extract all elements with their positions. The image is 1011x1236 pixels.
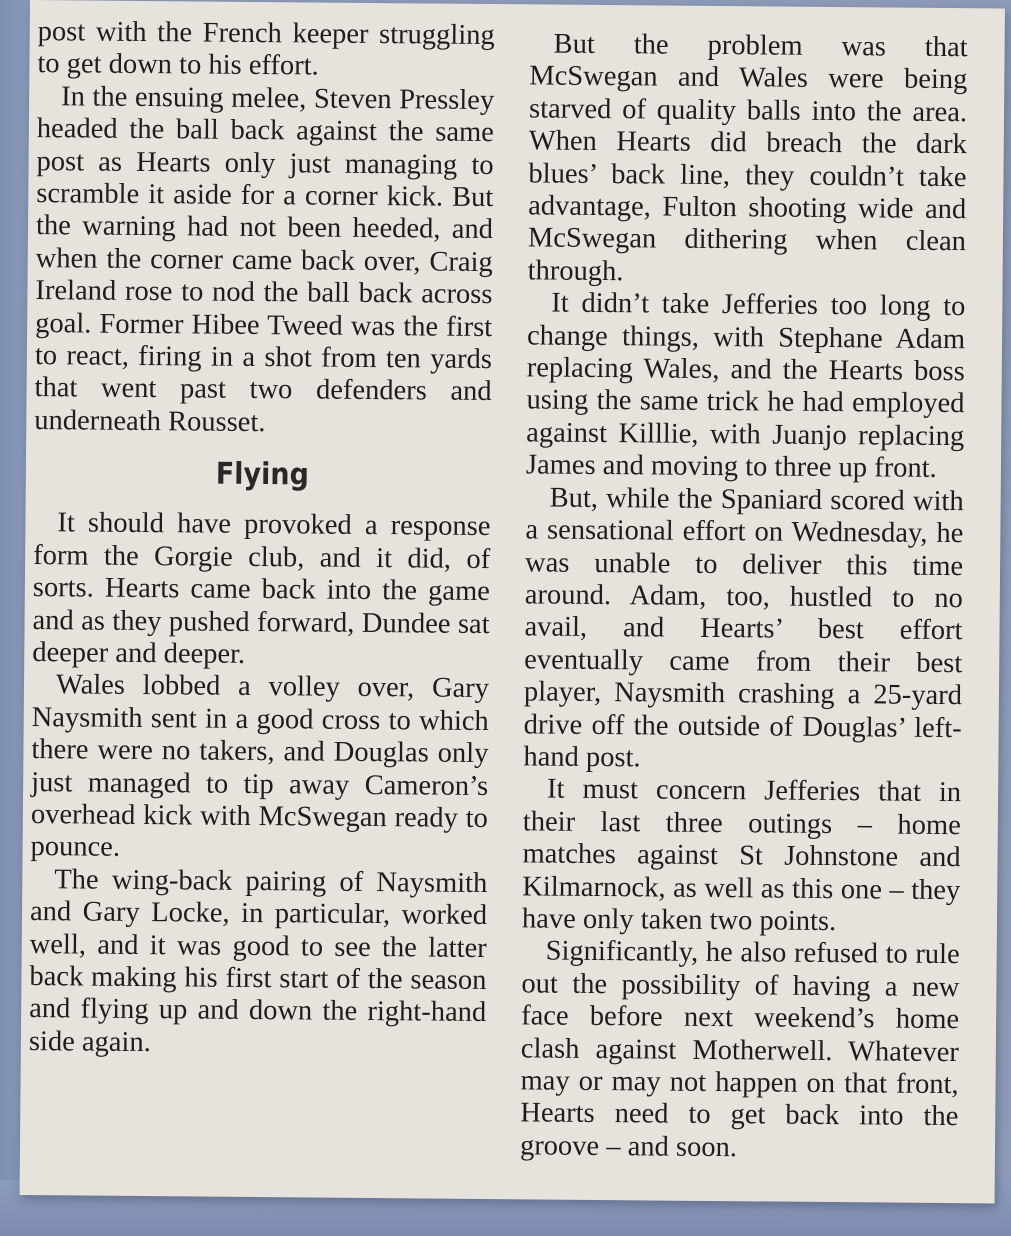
left-column xyxy=(29,16,495,1062)
paragraph: Wales lobbed a volley over, Gary Naysmith sent in a good cross to which there were no takers, and Douglas only just managed to tip away Cameron’s overhead kick with McSwegan ready to pounce. xyxy=(30,669,490,864)
subheading: Flying xyxy=(215,456,310,493)
right-column xyxy=(520,28,968,1166)
paragraph: But the problem was that McSwegan and Wales were being starved of quality balls into the area. When Hearts did breach the dark blues’ back line, they couldn’t take advantage, Fulton shooting wide and McSwegan dithering when clean through. xyxy=(527,28,968,288)
paragraph-continued: post with the French keeper struggling to get down to his effort. xyxy=(37,16,495,82)
newspaper-clipping xyxy=(20,0,1005,1203)
paragraph: It didn’t take Jefferies too long to change things, with Stephane Adam replacing Wales, and the Hearts boss using the same trick he had employed against Killlie, with Juanjo replacing James and moving to three up front. xyxy=(525,287,966,485)
paragraph: Significantly, he also refused to rule out the possibility of having a new face before next weekend’s home clash against Motherwell. Whatever may or may not happen on that front, Hearts need to get back into the groove – and soon. xyxy=(519,935,960,1164)
paragraph: But, while the Spaniard scored with a sensational effort on Wednesday, he was unable to deliver this time around. Adam, too, hustled to no avail, and Hearts’ best effort eventually came from their best player, Naysmith crashing a 25-yard drive off the outside of Douglas’ left-hand post. xyxy=(523,482,964,774)
paragraph: The wing-back pairing of Naysmith and Gary Locke, in particular, worked well, and it was good to see the latter back making his first start of the season and flying up and down the right-hand side again. xyxy=(28,863,488,1058)
paragraph: It should have provoked a response form the Gorgie club, and it did, of sorts. Hearts came back into the game and as they pushed forward, Dundee sat deeper and deeper. xyxy=(32,507,491,670)
paragraph: It must concern Jefferies that in their last three outings – home matches against St Johnstone and Kilmarnock, as well as this one – they have only taken two points. xyxy=(521,773,962,938)
paragraph: In the ensuing melee, Steven Pressley headed the ball back against the same post as Hearts only just managing to scramble it aside for a corner kick. But the warning had not been heeded, and when the corner came back over, Craig Ireland rose to nod the ball back across goal. Former Hibee Tweed was the first to react, firing in a shot from ten yards that went past two defenders and underneath Rousset. xyxy=(34,81,495,438)
